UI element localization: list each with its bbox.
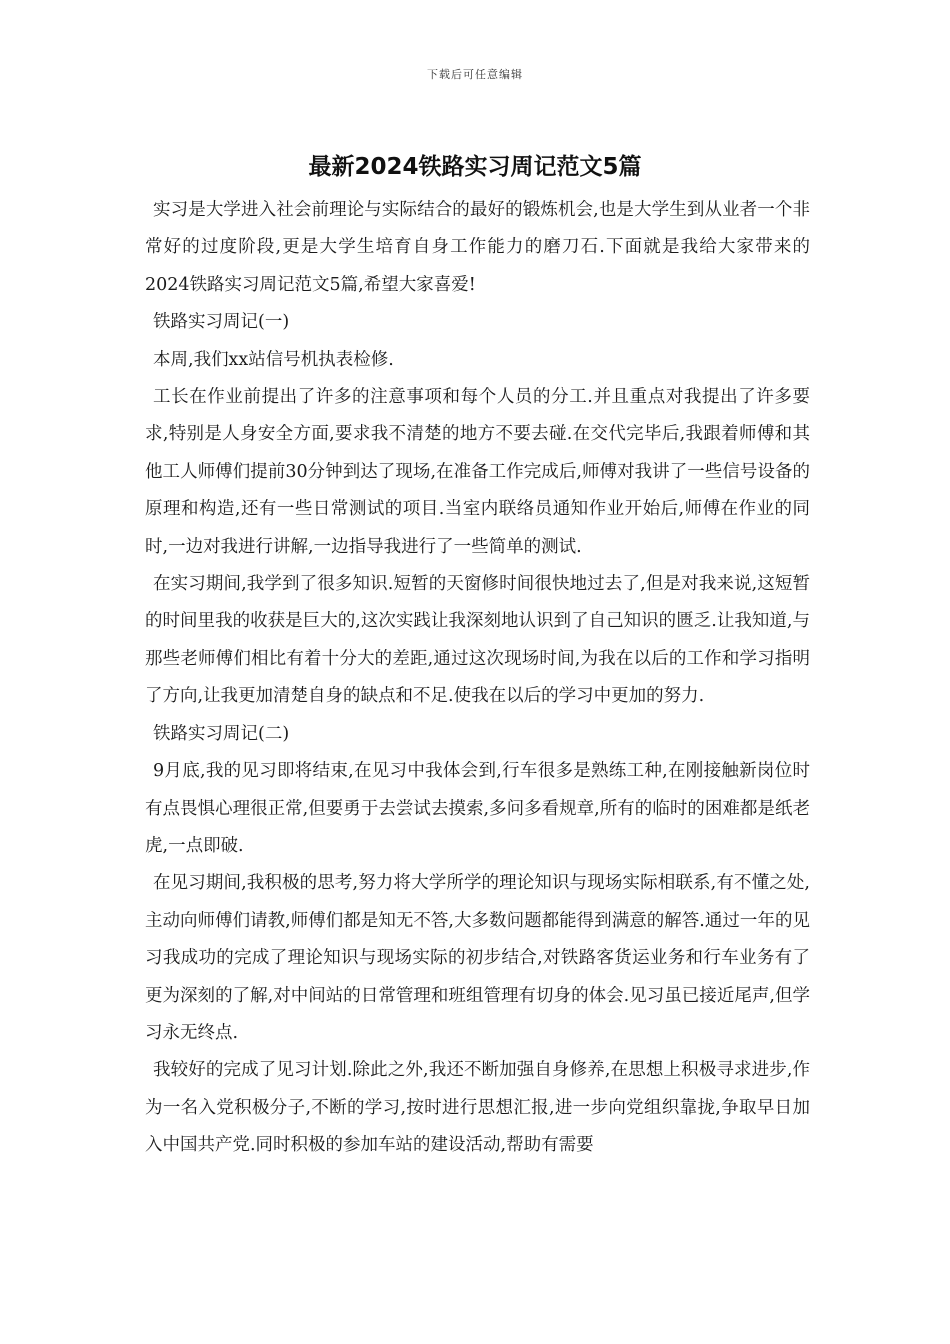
- paragraph: 工长在作业前提出了许多的注意事项和每个人员的分工.并且重点对我提出了许多要求,特别是人身安全方面,要求我不清楚的地方不要去碰.在交代完毕后,我跟着师傅和其他工人师傅们提前30分钟到达了现场,在准备工作完成后,师傅对我讲了一些信号设备的原理和构造,还有一些日常测试的项目.当室内联络员通知作业开始后,师傅在作业的同时,一边对我进行讲解,一边指导我进行了一些简单的测试.: [145, 387, 810, 557]
- document-title: 最新2024铁路实习周记范文5篇: [308, 154, 642, 180]
- header-note: 下载后可任意编辑: [427, 68, 523, 81]
- paragraph: 我较好的完成了见习计划.除此之外,我还不断加强自身修养,在思想上积极寻求进步,作为一名入党积极分子,不断的学习,按时进行思想汇报,进一步向党组织靠拢,争取早日加入中国共产党.同时积极的参加车站的建设活动,帮助有需要: [145, 1060, 810, 1156]
- paragraph-intro: 实习是大学进入社会前理论与实际结合的最好的锻炼机会,也是大学生到从业者一个非常好的过度阶段,更是大学生培育自身工作能力的磨刀石.下面就是我给大家带来的2024铁路实习周记范文5篇,希望大家喜爱!: [145, 200, 810, 295]
- section-heading-2: 铁路实习周记(二): [153, 723, 290, 744]
- paragraph: 9月底,我的见习即将结束,在见习中我体会到,行车很多是熟练工种,在刚接触新岗位时有点畏惧心理很正常,但要勇于去尝试去摸索,多问多看规章,所有的临时的困难都是纸老虎,一点即破.: [145, 761, 810, 856]
- paragraph: 在实习期间,我学到了很多知识.短暂的天窗修时间很快地过去了,但是对我来说,这短暂的时间里我的收获是巨大的,这次实践让我深刻地认识到了自己知识的匮乏.让我知道,与那些老师傅们相比有着十分大的差距,通过这次现场时间,为我在以后的工作和学习指明了方向,让我更加清楚自身的缺点和不足.使我在以后的学习中更加的努力.: [145, 574, 810, 707]
- section-heading-1: 铁路实习周记(一): [153, 312, 290, 333]
- document-body: [145, 192, 810, 1165]
- paragraph: 在见习期间,我积极的思考,努力将大学所学的理论知识与现场实际相联系,有不懂之处,主动向师傅们请教,师傅们都是知无不答,大多数问题都能得到满意的解答.通过一年的见习我成功的完成了理论知识与现场实际的初步结合,对铁路客货运业务和行车业务有了更为深刻的了解,对中间站的日常管理和班组管理有切身的体会.见习虽已接近尾声,但学习永无终点.: [145, 873, 810, 1043]
- paragraph: 本周,我们xx站信号机执表检修.: [153, 349, 394, 370]
